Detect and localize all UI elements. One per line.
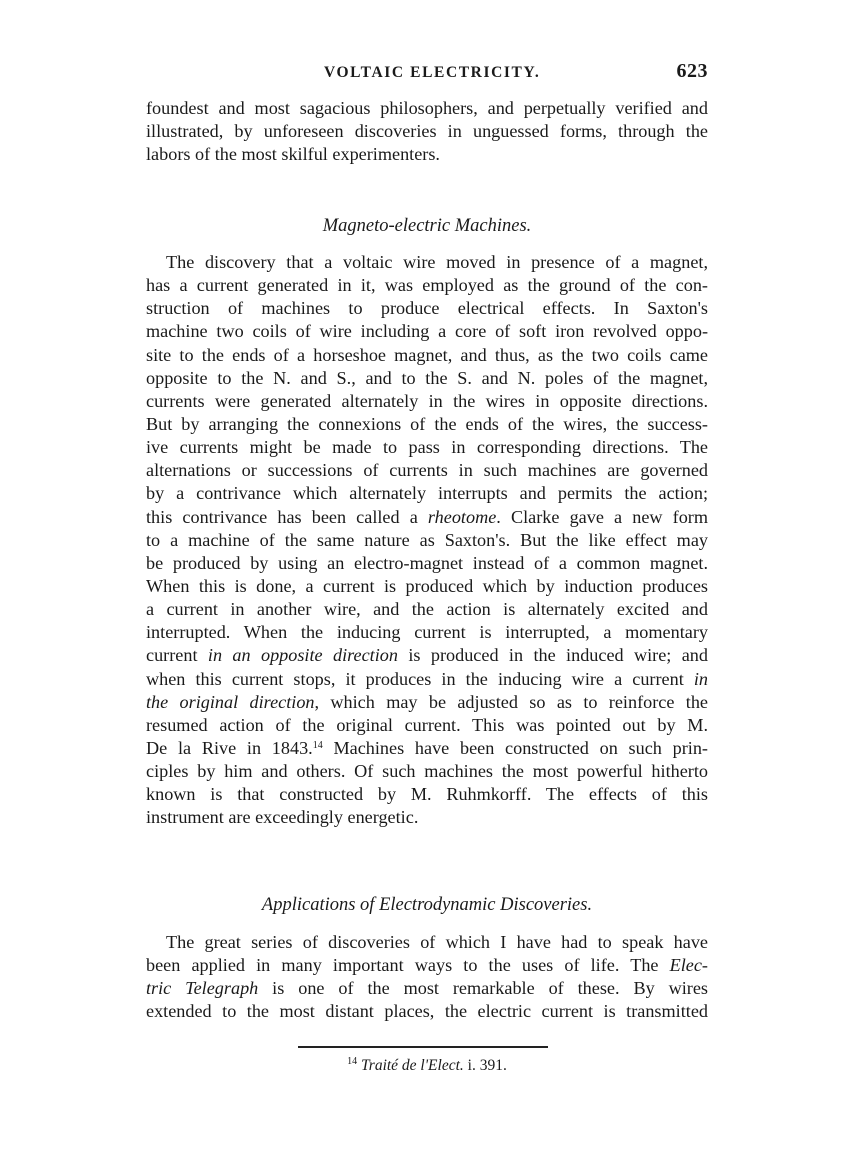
text-run: De la Rive in 1843. [146,737,313,758]
italic-term: Elec- [669,955,708,976]
text-line [146,644,708,667]
text-line: by a contrivance which alternately interrupts and permits the action; [146,483,708,504]
text-line: extended to the most distant places, the electric current is transmitted [146,1001,708,1022]
text-run: this contrivance has been called a [146,506,428,527]
text-line: labors of the most skilful experimenters. [146,144,440,165]
section-heading-applications: Applications of Electrodynamic Discoveries. [261,895,593,915]
italic-term: tric Telegraph [146,978,259,999]
text-line [146,506,708,529]
text-line: currents were generated alternately in the wires in opposite directions. [146,390,708,411]
text-line: to a machine of the same nature as Saxton's. But the like effect may [146,529,708,550]
applications-paragraph [146,931,708,1024]
footnote-marker: 14 [312,739,323,751]
text-line: opposite to the N. and S., and to the S. and N. poles of the magnet, [146,367,708,388]
text-run: is produced in the induced wire; and [397,645,708,666]
text-line: When this is done, a current is produced which by induction produces [146,575,708,596]
text-line: The discovery that a voltaic wire moved in presence of a magnet, [166,252,708,272]
footnote [146,1055,708,1077]
text-line: illustrated, by unforeseen discoveries in unguessed forms, through the [146,121,708,142]
text-run: when this current stops, it produces in the inducing wire a current [146,668,694,689]
text-run: . Clarke gave a new form [496,506,709,527]
text-run: current [146,645,208,666]
section-heading-magneto-electric: Magneto-electric Machines. [322,216,532,236]
italic-word: in [693,668,708,689]
text-run: is one of the most remarkable of these. By wires [258,978,708,999]
text-line: ive currents might be made to pass in corresponding directions. The [146,437,708,458]
text-run: been applied in many important ways to the uses of life. The [146,955,670,976]
footnote-divider [298,1046,548,1048]
text-line: machine two coils of wire including a core of soft iron revolved oppo- [146,321,708,342]
text-line: has a current generated in it, was employed as the ground of the con- [146,275,708,296]
intro-paragraph [146,97,708,166]
text-line: alternations or successions of currents in such machines are governed [146,460,708,481]
running-title: VOLTAIC ELECTRICITY. [324,64,541,81]
text-line: instrument are exceedingly energetic. [146,807,419,828]
text-line: site to the ends of a horseshoe magnet, and thus, as the two coils came [146,344,708,365]
text-line [146,977,708,1000]
text-run: , which may be adjusted so as to reinforce the [314,691,708,712]
text-line [146,737,708,760]
text-line: The great series of discoveries of which I have had to speak have [166,932,708,952]
page-number: 623 [676,60,708,82]
text-line: ciples by him and others. Of such machines the most powerful hitherto [146,761,708,782]
italic-phrase: in an opposite direction [207,645,398,666]
running-head [146,60,708,88]
text-line: interrupted. When the inducing current is interrupted, a momentary [146,622,708,643]
italic-term-rheotome: rheotome [427,506,497,527]
text-line: struction of machines to produce electrical effects. In Saxton's [146,298,708,319]
text-line [146,668,708,691]
text-line: known is that constructed by M. Ruhmkorff. The effects of this [146,784,708,805]
italic-phrase: the original direction [146,691,315,712]
text-run: Machines have been constructed on such prin- [322,737,708,758]
footnote-title: Traité de l'Elect. [361,1057,464,1074]
footnote-marker: 14 [347,1056,358,1067]
text-line: resumed action of the original current. This was pointed out by M. [146,714,708,735]
text-line: foundest and most sagacious philosophers, and perpetually verified and [146,98,708,118]
text-line [146,954,708,977]
footnote-reference: i. 391. [463,1057,507,1074]
text-line [146,691,708,714]
magneto-paragraph [146,251,708,830]
text-line: But by arranging the connexions of the ends of the wires, the success- [146,413,708,434]
text-line: be produced by using an electro-magnet instead of a common magnet. [146,552,708,573]
text-line: a current in another wire, and the action is alternately excited and [146,599,708,620]
